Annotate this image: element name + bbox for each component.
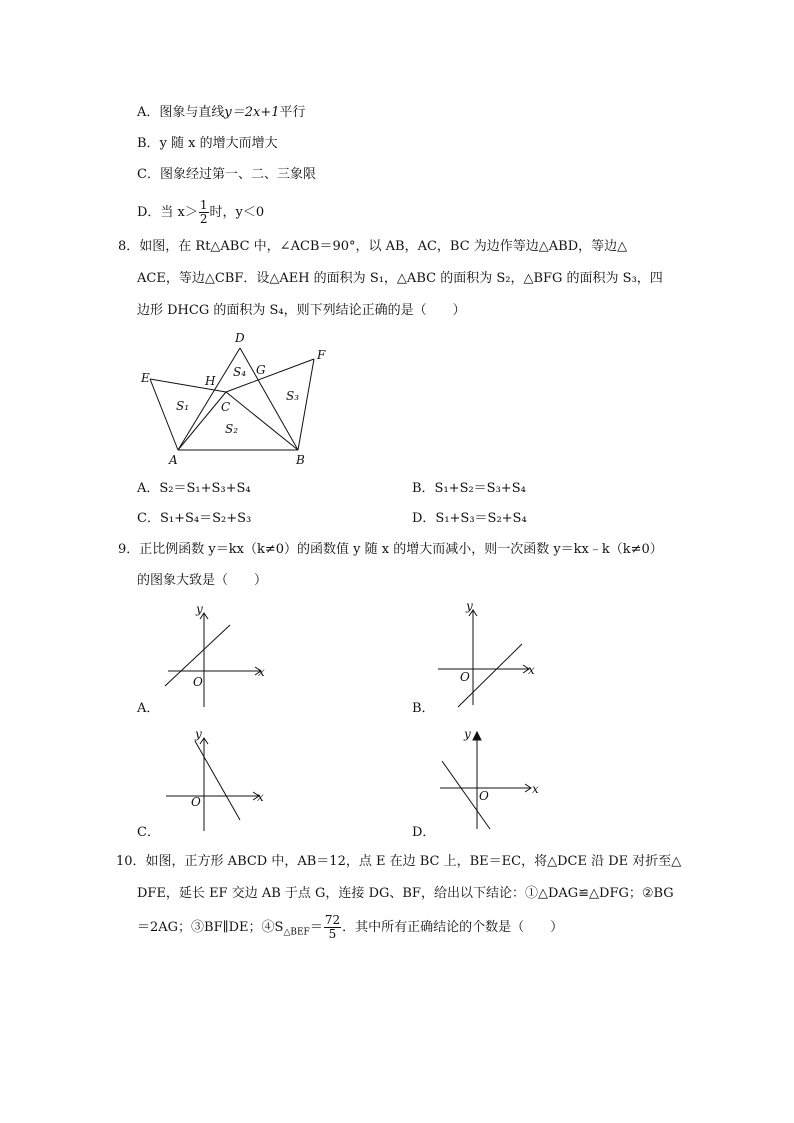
x-axis-label: x — [532, 782, 539, 796]
origin-label: O — [193, 675, 203, 689]
q10-line3-end: ．其中所有正确结论的个数是（ ） — [342, 920, 564, 935]
area-s3-label: S₃ — [286, 389, 300, 403]
q8-option-b: B．S₁+S₂＝S₃+S₄ — [412, 481, 526, 496]
point-b-label: B — [296, 453, 305, 467]
fraction-numerator: 72 — [324, 913, 341, 927]
q7-option-d — [137, 199, 264, 226]
y-axis-label: y — [196, 602, 203, 616]
fraction-numerator: 1 — [199, 198, 208, 212]
q8-option-a: A．S₂＝S₁+S₃+S₄ — [137, 481, 251, 496]
y-axis-label: y — [464, 727, 471, 741]
q7-option-b — [137, 135, 278, 153]
q10-fraction — [324, 914, 341, 941]
q7-option-d-tail: 时，y＜0 — [209, 205, 265, 220]
segment-ea — [150, 379, 178, 450]
q7-option-a-equation: y＝2x+1 — [224, 105, 280, 120]
point-g-label: G — [256, 363, 266, 377]
q10-equals: ＝ — [309, 920, 323, 935]
point-h-label: H — [205, 374, 216, 388]
graph-line — [195, 741, 240, 820]
q7-option-b-text: y 随 x 的增大而增大 — [159, 136, 278, 151]
origin-label: O — [191, 795, 201, 809]
q10-stem-line1: 10．如图，正方形 ABCD 中，AB＝12，点 E 在边 BC 上，BE＝EC，将△DCE 沿 DE 对折至△ — [116, 854, 682, 869]
q7-option-b-prefix: B． — [137, 136, 160, 151]
q8-stem-line2: ACE，等边△CBF．设△AEH 的面积为 S₁，△ABC 的面积为 S₂，△BFG 的面积为 S₃，四 — [137, 271, 663, 286]
q9-graph-d-label: D． — [412, 825, 436, 840]
point-e-label: E — [141, 371, 150, 385]
x-axis-label: x — [258, 665, 265, 679]
q10-line3-start: ＝2AG；③BF∥DE；④S — [137, 920, 284, 935]
q8-figure — [138, 332, 338, 467]
segment-fb — [298, 359, 314, 450]
origin-label: O — [460, 670, 470, 684]
fraction-denominator: 5 — [328, 927, 337, 941]
q9-stem-line1: 9．正比例函数 y＝kx（k≠0）的函数值 y 随 x 的增大而减小，则一次函数 y＝kx﹣k（k≠0） — [118, 542, 663, 557]
q8-stem-line1: 8．如图，在 Rt△ABC 中，∠ACB＝90°，以 AB，AC，BC 为边作等边△ABD，等边△ — [118, 239, 628, 254]
q7-option-d-prefix: D．当 x＞ — [137, 205, 198, 220]
q7-option-a — [137, 104, 306, 122]
q10-stem-line2: DFE，延长 EF 交边 AB 于点 G，连接 DG、BF，给出以下结论：①△DAG≌△DFG；②BG — [137, 886, 674, 901]
q9-stem-line2: 的图象大致是（ ） — [137, 573, 268, 588]
q7-option-c-text: C．图象经过第一、二、三象限 — [137, 167, 316, 182]
q10-area-subscript: △BEF — [283, 927, 310, 938]
q7-option-a-text: A．图象与直线 — [137, 105, 225, 120]
q9-graph-b-label: B． — [412, 701, 435, 716]
y-axis-label: y — [195, 727, 202, 741]
area-s4-label: S₄ — [233, 365, 247, 379]
q9-graph-c — [162, 725, 272, 835]
q9-graph-c-label: C． — [137, 825, 160, 840]
x-axis-label: x — [257, 790, 264, 804]
q9-graph-b — [433, 597, 543, 707]
point-d-label: D — [235, 331, 245, 345]
area-s1-label: S₁ — [176, 399, 190, 413]
point-a-label: A — [169, 453, 178, 467]
q9-graph-d — [434, 725, 554, 835]
q8-stem-line3: 边形 DHCG 的面积为 S₄，则下列结论正确的是（ ） — [137, 303, 466, 318]
area-s2-label: S₂ — [225, 422, 239, 436]
q7-option-d-fraction — [199, 199, 209, 226]
q8-option-d: D．S₁+S₃＝S₂+S₄ — [412, 511, 527, 526]
fraction-denominator: 2 — [199, 212, 208, 226]
x-axis-label: x — [528, 663, 535, 677]
q7-option-c — [137, 166, 316, 184]
y-axis-arrow-icon — [473, 732, 481, 740]
point-c-label: C — [221, 400, 231, 414]
origin-label: O — [479, 789, 489, 803]
y-axis-label: y — [466, 599, 473, 613]
q10-stem-line3 — [137, 914, 563, 942]
point-f-label: F — [317, 348, 326, 362]
q8-option-c: C．S₁+S₄＝S₂+S₃ — [137, 511, 252, 526]
q9-graph-a — [160, 600, 270, 710]
q9-graph-a-label: A． — [137, 701, 160, 716]
q7-option-a-tail: 平行 — [279, 105, 306, 120]
